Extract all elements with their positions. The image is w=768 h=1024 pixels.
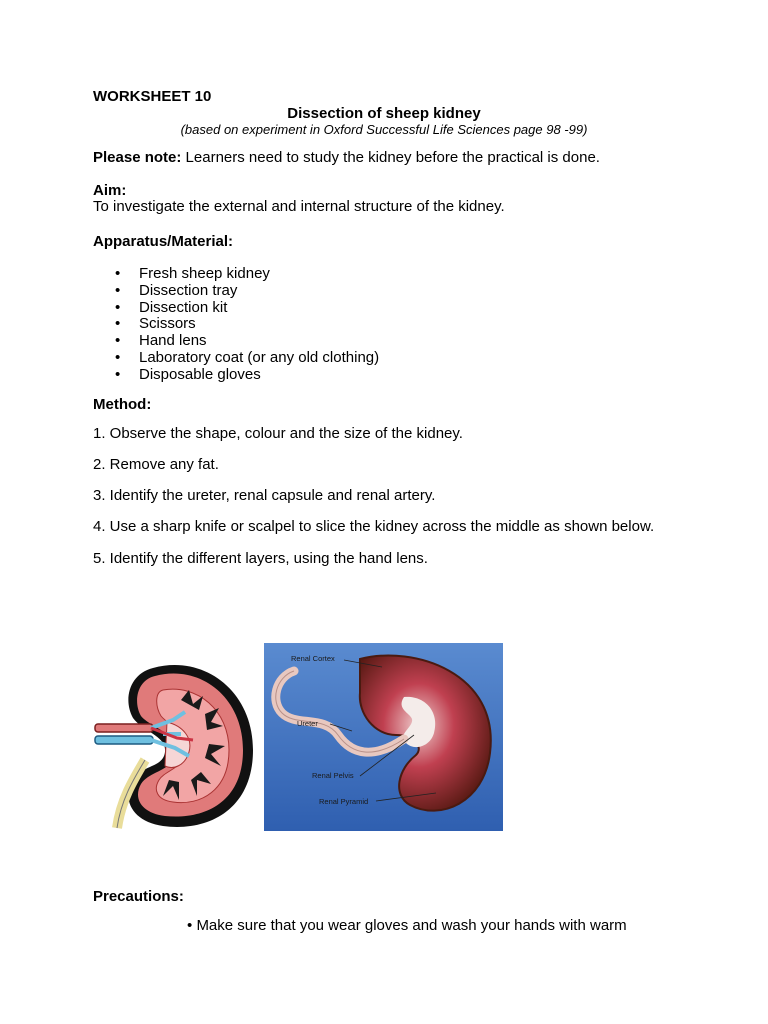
list-item: • Disposable gloves: [115, 365, 261, 383]
bullet-icon: •: [115, 332, 121, 350]
precautions-heading: Precautions:: [93, 888, 184, 905]
list-item: • Scissors: [115, 315, 196, 333]
photo-label-renal-pyramid: Renal Pyramid: [319, 797, 369, 806]
photo-label-renal-cortex: Renal Cortex: [291, 654, 335, 663]
source-reference: (based on experiment in Oxford Successful Life Sciences page 98 -99): [180, 122, 588, 137]
method-step: 4. Use a sharp knife or scalpel to slice the kidney across the middle as shown below.: [93, 518, 655, 535]
please-note-text: Learners need to study the kidney before the practical is done.: [181, 149, 600, 166]
bullet-icon: •: [115, 315, 121, 333]
bullet-icon: •: [115, 365, 121, 383]
method-step: 3. Identify the ureter, renal capsule and renal artery.: [93, 487, 436, 504]
list-item: • Make sure that you wear gloves and wash your hands with warm: [187, 917, 627, 934]
apparatus-list: [115, 265, 380, 384]
apparatus-heading: Apparatus/Material:: [93, 233, 234, 250]
bullet-icon: •: [115, 281, 121, 299]
aim-heading: Aim:: [93, 182, 127, 199]
document-subtitle: Dissection of sheep kidney: [287, 105, 481, 122]
bullet-icon: •: [115, 348, 121, 366]
list-item: • Laboratory coat (or any old clothing): [115, 348, 380, 366]
method-heading: Method:: [93, 396, 152, 413]
aim-text: To investigate the external and internal structure of the kidney.: [93, 198, 505, 215]
please-note-label: Please note:: [93, 149, 182, 166]
worksheet-title: WORKSHEET 10: [93, 88, 212, 105]
bullet-icon: •: [187, 917, 193, 934]
method-step: 1. Observe the shape, colour and the size of the kidney.: [93, 425, 463, 442]
bullet-icon: •: [115, 298, 121, 316]
list-item: • Dissection tray: [115, 281, 238, 299]
sheep-kidney-photo: [264, 643, 503, 831]
bullet-icon: •: [115, 265, 121, 282]
method-step: 5. Identify the different layers, using the hand lens.: [93, 550, 428, 567]
please-note: [93, 149, 600, 166]
method-step: 2. Remove any fat.: [93, 456, 219, 473]
list-item: • Fresh sheep kidney: [115, 265, 270, 282]
list-item: • Dissection kit: [115, 298, 228, 316]
list-item: • Hand lens: [115, 332, 207, 350]
kidney-diagram: [93, 660, 255, 830]
photo-label-ureter: Ureter: [297, 719, 318, 728]
photo-label-renal-pelvis: Renal Pelvis: [312, 771, 354, 780]
